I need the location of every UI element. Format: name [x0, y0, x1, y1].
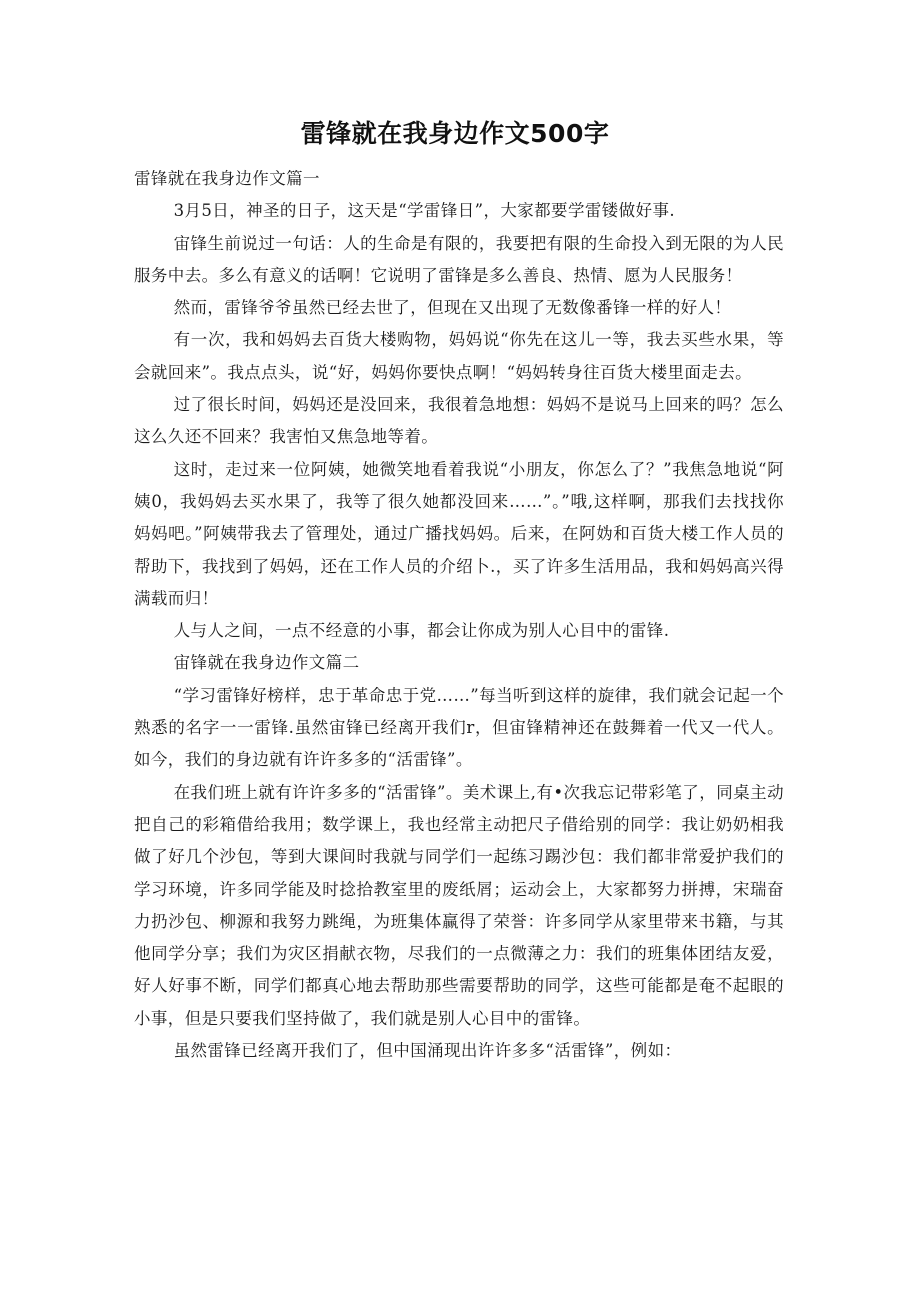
paragraph: 然而，雷锋爷爷虽然已经去世了，但现在又出现了无数像番锋一样的好人！: [173, 298, 732, 318]
paragraph: 宙锋生前说过一句话：人的生命是有限的，我要把有限的生命投入到无限的为人民服务中去。多么有意义的话啊！它说明了雷锋是多么善良、热情、愿为人民服务！: [134, 233, 784, 285]
document-body: [134, 163, 784, 1067]
paragraph: 在我们班上就有许许多多的“活雷锋”。美术课上,有•次我忘记带彩笔了，同桌主动把自己的彩箱借给我用；数学课上，我也经常主动把尺子借给别的同学：我让奶奶相我做了好几个沙包，等到大课间时我就与同学们一起练习踢沙包：我们都非常爱护我们的学习环境，许多同学能及时捻拾教室里的废纸屑；运动会上，大家都努力拼搏，宋瑞奋力扔沙包、柳源和我努力跳绳，为班集体赢得了荣誉：许多同学从家里带来书籍，与其他同学分享；我们为灾区捐献衣物，尽我们的一点微薄之力：我们的班集体团结友爱，好人好事不断，同学们都真心地去帮助那些需要帮助的同学，这些可能都是奄不起眼的小事，但是只要我们坚持做了，我们就是别人心目中的雷锋。: [134, 782, 784, 1028]
document-title: 雷锋就在我身边作文500字: [300, 119, 610, 148]
paragraph: 3月5日，神圣的日子，这天是“学雷锋日”，大家都要学雷镂做好事.: [173, 201, 676, 221]
section-heading-1: 雷锋就在我身边作文篇一: [134, 169, 320, 188]
section-heading-2: 宙锋就在我身边作文篇二: [173, 653, 360, 673]
paragraph: “学习雷锋好榜样，忠于革命忠于党……”每当听到这样的旋律，我们就会记起一个熟悉的名字一一雷锋.虽然宙锋已经离开我们r，但宙锋精神还在鼓舞着一代又一代人。如今，我们的身边就有许许多多的“活雷锋”。: [134, 685, 784, 770]
paragraph: 有一次，我和妈妈去百货大楼购物，妈妈说“你先在这儿一等，我去买些水果，等会就回来”。我点点头，说“好，妈妈你要快点啊！“妈妈转身往百货大楼里面走去。: [134, 330, 784, 382]
paragraph: 这时，走过来一位阿姨，她微笑地看着我说“小朋友，你怎么了？”我焦急地说“阿姨0，我妈妈去买水果了，我等了很久她都没回来……”。”哦,这样啊，那我们去找找你妈妈吧。”阿姨带我去了管理处，通过广播找妈妈。后来，在阿妫和百货大楼工作人员的帮助下，我找到了妈妈，还在工作人员的介绍卜.，买了许多生活用品，我和妈妈高兴得满载而归！: [134, 459, 784, 608]
paragraph: 人与人之间，一点不经意的小事，都会让你成为别人心目中的雷锋.: [173, 621, 670, 641]
paragraph: 虽然雷锋已经离开我们了，但中国涌现出许许多多“活雷锋”，例如：: [173, 1041, 682, 1061]
paragraph: 过了很长时间，妈妈还是没回来，我很着急地想：妈妈不是说马上回来的吗？怎么这么久还不回来？我害怕又焦急地等着。: [134, 395, 784, 447]
